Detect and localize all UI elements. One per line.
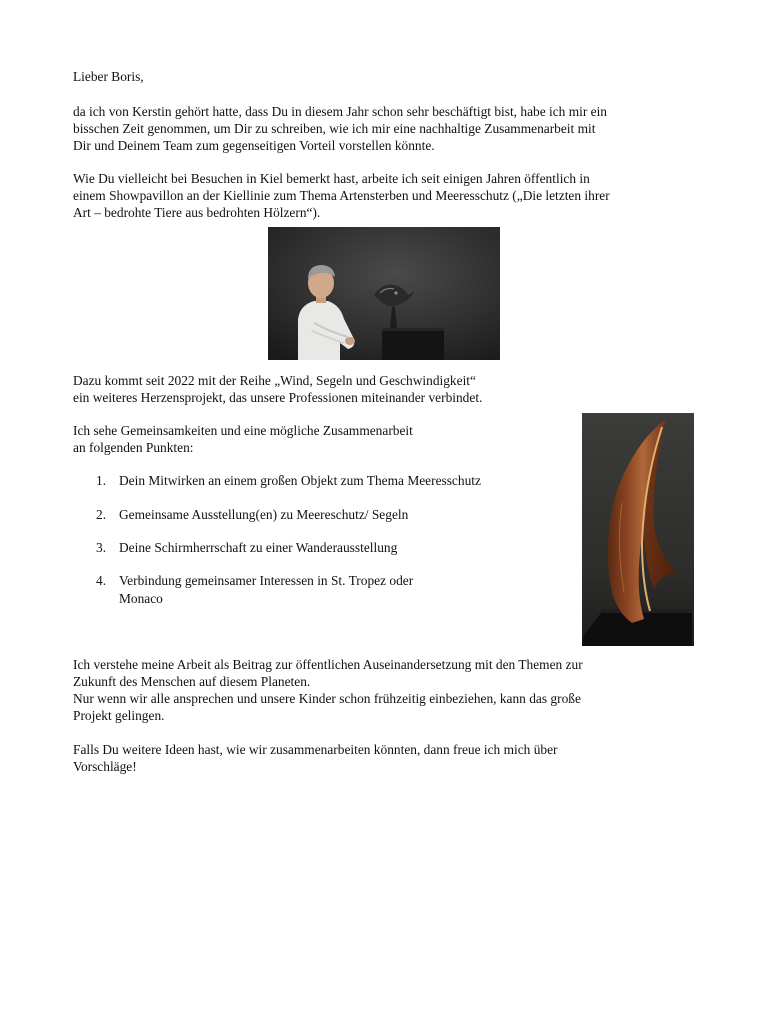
intro-line-2: bisschen Zeit genommen, um Dir zu schreiben, wie ich mir eine nachhaltige Zusammenarbeit mit (73, 121, 596, 136)
list-item-2: Gemeinsame Ausstellung(en) zu Meereschutz/ Segeln (119, 507, 409, 522)
closing-line-1: Falls Du weitere Ideen hast, wie wir zusammenarbeiten könnten, dann freue ich mich über (73, 742, 558, 757)
common-line-2: an folgenden Punkten: (73, 440, 194, 455)
exhibit-line-3: Art – bedrohte Tiere aus bedrohten Hölzern“). (73, 205, 321, 220)
understanding-line-2: Zukunft des Menschen auf diesem Planeten. (73, 674, 311, 689)
artist-with-sculpture-photo (268, 227, 500, 360)
intro-line-1: da ich von Kerstin gehört hatte, dass Du in diesem Jahr schon sehr beschäftigt bist, habe ich mir ein (73, 104, 608, 119)
list-number-4: 4. (96, 573, 107, 588)
salutation: Lieber Boris, (73, 69, 144, 84)
list-number-1: 1. (96, 473, 107, 488)
list-item-3: Deine Schirmherrschaft zu einer Wanderausstellung (119, 540, 398, 555)
closing-line-2: Vorschläge! (73, 759, 137, 774)
common-line-1: Ich sehe Gemeinsamkeiten und eine mögliche Zusammenarbeit (73, 423, 413, 438)
list-item-4-line-1: Verbindung gemeinsamer Interessen in St. Tropez oder (119, 573, 414, 588)
project-line-2: ein weiteres Herzensprojekt, das unsere Professionen miteinander verbindet. (73, 390, 483, 405)
wooden-sail-sculpture-photo (582, 413, 694, 646)
understanding-line-1: Ich verstehe meine Arbeit als Beitrag zur öffentlichen Auseinandersetzung mit den Themen zur (73, 657, 583, 672)
list-item-4-line-2: Monaco (119, 591, 163, 606)
exhibit-line-1: Wie Du vielleicht bei Besuchen in Kiel bemerkt hast, arbeite ich seit einigen Jahren öffentlich in (73, 171, 590, 186)
project-line-1: Dazu kommt seit 2022 mit der Reihe „Wind, Segeln und Geschwindigkeit“ (73, 373, 476, 388)
exhibit-line-2: einem Showpavillon an der Kiellinie zum Thema Artensterben und Meeresschutz („Die letzten ihrer (73, 188, 610, 203)
list-number-2: 2. (96, 507, 107, 522)
understanding-line-4: Projekt gelingen. (73, 708, 165, 723)
list-number-3: 3. (96, 540, 107, 555)
intro-line-3: Dir und Deinem Team zum gegenseitigen Vorteil vorstellen könnte. (73, 138, 435, 153)
understanding-line-3: Nur wenn wir alle ansprechen und unsere Kinder schon frühzeitig einbeziehen, kann das große (73, 691, 581, 706)
list-item-1: Dein Mitwirken an einem großen Objekt zum Thema Meeresschutz (119, 473, 481, 488)
